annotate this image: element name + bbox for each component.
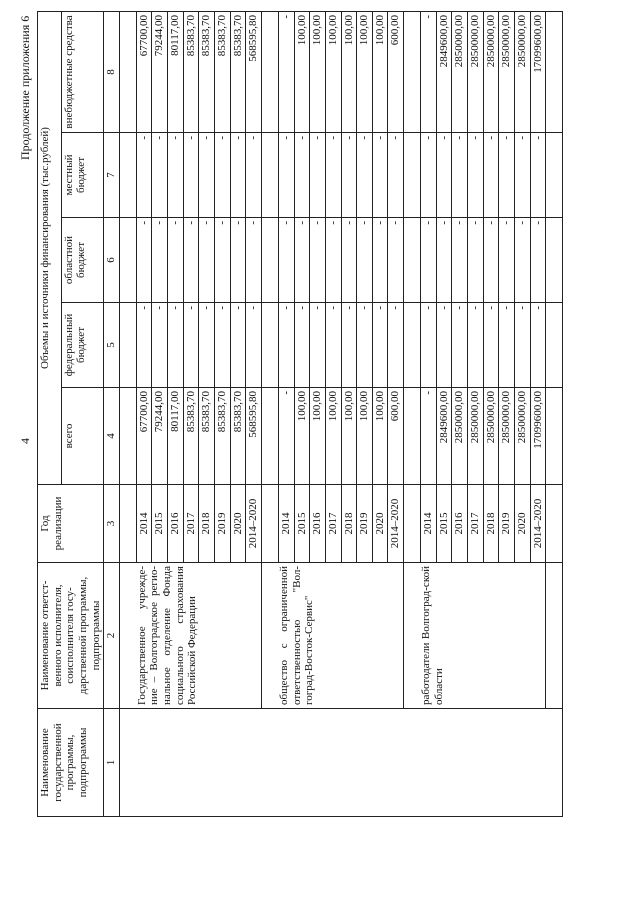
total-cell: 600,00: [388, 388, 404, 485]
federal-cell: -: [325, 303, 341, 388]
federal-cell: -: [152, 303, 168, 388]
spacer-cell: [261, 218, 278, 303]
total-cell: 2850000,00: [468, 388, 484, 485]
regional-cell: -: [436, 218, 452, 303]
column-number: 2: [104, 563, 120, 709]
total-cell: 2850000,00: [514, 388, 530, 485]
regional-cell: -: [421, 218, 437, 303]
total-cell: 85383,70: [215, 388, 231, 485]
column-number: 8: [104, 11, 120, 132]
extrabudget-cell: 67700,00: [136, 11, 152, 132]
extrabudget-cell: 85383,70: [199, 11, 215, 132]
local-cell: -: [421, 133, 437, 218]
regional-cell: -: [372, 218, 388, 303]
federal-cell: -: [452, 303, 468, 388]
spacer-cell: [404, 218, 421, 303]
local-cell: -: [452, 133, 468, 218]
year-cell: 2020: [372, 485, 388, 563]
total-cell: 2849600,00: [436, 388, 452, 485]
extrabudget-cell: 100,00: [341, 11, 357, 132]
spacer-cell: [119, 485, 136, 563]
extrabudget-cell: 100,00: [325, 11, 341, 132]
extrabudget-cell: 17099600,00: [530, 11, 546, 132]
appendix-caption: Продолжение приложения 6: [18, 15, 32, 160]
regional-cell: -: [310, 218, 326, 303]
spacer-cell: [261, 11, 278, 132]
spacer-cell: [404, 133, 421, 218]
total-cell: 100,00: [294, 388, 310, 485]
closing-row: [546, 11, 563, 816]
regional-cell: -: [468, 218, 484, 303]
federal-cell: -: [421, 303, 437, 388]
closing-cell: [546, 485, 563, 563]
extrabudget-cell: 100,00: [310, 11, 326, 132]
year-cell: 2016: [310, 485, 326, 563]
federal-cell: -: [436, 303, 452, 388]
extrabudget-cell: 2849600,00: [436, 11, 452, 132]
local-cell: -: [246, 133, 262, 218]
header-total: всего: [61, 388, 104, 485]
year-cell: 2015: [436, 485, 452, 563]
year-cell: 2018: [341, 485, 357, 563]
header-federal: федеральный бюджет: [61, 303, 104, 388]
regional-cell: -: [152, 218, 168, 303]
regional-cell: -: [452, 218, 468, 303]
extrabudget-cell: 100,00: [357, 11, 373, 132]
regional-cell: -: [325, 218, 341, 303]
year-cell: 2018: [199, 485, 215, 563]
local-cell: -: [152, 133, 168, 218]
column-number: 1: [104, 709, 120, 817]
extrabudget-cell: 2850000,00: [452, 11, 468, 132]
extrabudget-cell: 2850000,00: [483, 11, 499, 132]
column-number: 5: [104, 303, 120, 388]
regional-cell: -: [278, 218, 294, 303]
executor-cell: Государственное учрежде-ние – Волгоградское регио-нальное отделение Фонда социального страхования Российской Федерации: [119, 563, 261, 709]
local-cell: -: [230, 133, 246, 218]
federal-cell: -: [246, 303, 262, 388]
federal-cell: -: [278, 303, 294, 388]
local-cell: -: [483, 133, 499, 218]
federal-cell: -: [310, 303, 326, 388]
spacer-cell: [261, 388, 278, 485]
federal-cell: -: [215, 303, 231, 388]
local-cell: -: [215, 133, 231, 218]
total-cell: 100,00: [372, 388, 388, 485]
regional-cell: -: [294, 218, 310, 303]
year-cell: 2015: [294, 485, 310, 563]
total-cell: 100,00: [325, 388, 341, 485]
extrabudget-cell: -: [278, 11, 294, 132]
table-body: [119, 11, 562, 816]
local-cell: -: [388, 133, 404, 218]
spacer-cell: [119, 11, 136, 132]
year-cell: 2018: [483, 485, 499, 563]
extrabudget-cell: 100,00: [294, 11, 310, 132]
total-cell: 80117,00: [168, 388, 184, 485]
header-regional: областной бюджет: [61, 218, 104, 303]
spacer-cell: [119, 133, 136, 218]
column-number: 4: [104, 388, 120, 485]
year-cell: 2016: [168, 485, 184, 563]
local-cell: -: [310, 133, 326, 218]
federal-cell: -: [357, 303, 373, 388]
total-cell: 2850000,00: [452, 388, 468, 485]
local-cell: -: [325, 133, 341, 218]
regional-cell: -: [230, 218, 246, 303]
extrabudget-cell: 2850000,00: [514, 11, 530, 132]
total-cell: 17099600,00: [530, 388, 546, 485]
regional-cell: -: [199, 218, 215, 303]
local-cell: -: [341, 133, 357, 218]
total-cell: 568595,80: [246, 388, 262, 485]
executor-cell: общество с ограниченной ответственностью "Вол-гоград-Восток-Сервис": [261, 563, 403, 709]
spacer-cell: [119, 303, 136, 388]
year-cell: 2017: [325, 485, 341, 563]
column-number: 6: [104, 218, 120, 303]
column-number: 7: [104, 133, 120, 218]
total-cell: 85383,70: [199, 388, 215, 485]
extrabudget-cell: 85383,70: [183, 11, 199, 132]
extrabudget-cell: 2850000,00: [468, 11, 484, 132]
federal-cell: -: [514, 303, 530, 388]
closing-cell: [546, 218, 563, 303]
header-funding-group: Объемы и источники финансирования (тыс.рублей): [38, 11, 62, 484]
header-executor: Наименование ответст-венного исполнителя, соисполнителя госу-дарственной программы, подпрограммы: [38, 563, 104, 709]
extrabudget-cell: 600,00: [388, 11, 404, 132]
year-cell: 2014–2020: [530, 485, 546, 563]
regional-cell: -: [530, 218, 546, 303]
total-cell: 85383,70: [230, 388, 246, 485]
federal-cell: -: [136, 303, 152, 388]
extrabudget-cell: 2850000,00: [499, 11, 515, 132]
extrabudget-cell: -: [421, 11, 437, 132]
spacer-cell: [261, 303, 278, 388]
regional-cell: -: [183, 218, 199, 303]
federal-cell: -: [168, 303, 184, 388]
total-cell: 100,00: [357, 388, 373, 485]
extrabudget-cell: 100,00: [372, 11, 388, 132]
year-cell: 2019: [215, 485, 231, 563]
year-cell: 2014–2020: [388, 485, 404, 563]
local-cell: -: [294, 133, 310, 218]
local-cell: -: [499, 133, 515, 218]
extrabudget-cell: 80117,00: [168, 11, 184, 132]
column-numbers-row: [104, 11, 120, 816]
regional-cell: -: [483, 218, 499, 303]
column-number: 3: [104, 485, 120, 563]
federal-cell: -: [483, 303, 499, 388]
federal-cell: -: [468, 303, 484, 388]
federal-cell: -: [388, 303, 404, 388]
regional-cell: -: [341, 218, 357, 303]
federal-cell: -: [199, 303, 215, 388]
year-cell: 2015: [152, 485, 168, 563]
local-cell: -: [183, 133, 199, 218]
closing-cell: [546, 388, 563, 485]
regional-cell: -: [499, 218, 515, 303]
extrabudget-cell: 85383,70: [230, 11, 246, 132]
extrabudget-cell: 568595,80: [246, 11, 262, 132]
regional-cell: -: [357, 218, 373, 303]
header-year: Год реализации: [38, 485, 104, 563]
spacer-cell: [261, 485, 278, 563]
spacer-cell: [119, 388, 136, 485]
total-cell: -: [421, 388, 437, 485]
spacer-cell: [261, 133, 278, 218]
year-cell: 2017: [183, 485, 199, 563]
local-cell: -: [436, 133, 452, 218]
local-cell: -: [357, 133, 373, 218]
closing-cell: [546, 11, 563, 132]
local-cell: -: [468, 133, 484, 218]
year-cell: 2020: [230, 485, 246, 563]
federal-cell: -: [341, 303, 357, 388]
header-program: Наименование государственной программы, подпрограммы: [38, 709, 104, 817]
local-cell: -: [199, 133, 215, 218]
program-cell: [119, 709, 562, 817]
total-cell: 100,00: [310, 388, 326, 485]
extrabudget-cell: 79244,00: [152, 11, 168, 132]
year-cell: 2014: [421, 485, 437, 563]
total-cell: 85383,70: [183, 388, 199, 485]
year-cell: 2019: [499, 485, 515, 563]
local-cell: -: [530, 133, 546, 218]
local-cell: -: [278, 133, 294, 218]
local-cell: -: [372, 133, 388, 218]
header-extrabudget: внебюджетные средства: [61, 11, 104, 132]
total-cell: 79244,00: [152, 388, 168, 485]
year-cell: 2016: [452, 485, 468, 563]
regional-cell: -: [388, 218, 404, 303]
header-local: местный бюджет: [61, 133, 104, 218]
regional-cell: -: [168, 218, 184, 303]
federal-cell: -: [499, 303, 515, 388]
spacer-cell: [119, 218, 136, 303]
spacer-cell: [404, 485, 421, 563]
year-cell: 2020: [514, 485, 530, 563]
federal-cell: -: [294, 303, 310, 388]
federal-cell: -: [372, 303, 388, 388]
spacer-row: [404, 11, 421, 816]
year-cell: 2014: [278, 485, 294, 563]
total-cell: 67700,00: [136, 388, 152, 485]
regional-cell: -: [136, 218, 152, 303]
extrabudget-cell: 85383,70: [215, 11, 231, 132]
spacer-row: [261, 11, 278, 816]
spacer-cell: [404, 388, 421, 485]
closing-cell: [546, 303, 563, 388]
financing-table: [37, 11, 563, 817]
federal-cell: -: [530, 303, 546, 388]
local-cell: -: [136, 133, 152, 218]
year-cell: 2014–2020: [246, 485, 262, 563]
spacer-cell: [404, 11, 421, 132]
closing-cell: [546, 133, 563, 218]
regional-cell: -: [246, 218, 262, 303]
year-cell: 2019: [357, 485, 373, 563]
total-cell: -: [278, 388, 294, 485]
total-cell: 100,00: [341, 388, 357, 485]
federal-cell: -: [230, 303, 246, 388]
page-number: 4: [18, 438, 32, 444]
federal-cell: -: [183, 303, 199, 388]
year-cell: 2014: [136, 485, 152, 563]
executor-cell: работодатели Волгоград-ской области: [404, 563, 546, 709]
regional-cell: -: [215, 218, 231, 303]
local-cell: -: [168, 133, 184, 218]
total-cell: 2850000,00: [499, 388, 515, 485]
total-cell: 2850000,00: [483, 388, 499, 485]
spacer-cell: [404, 303, 421, 388]
closing-cell: [546, 563, 563, 709]
local-cell: -: [514, 133, 530, 218]
regional-cell: -: [514, 218, 530, 303]
spacer-row: [119, 11, 136, 816]
year-cell: 2017: [468, 485, 484, 563]
